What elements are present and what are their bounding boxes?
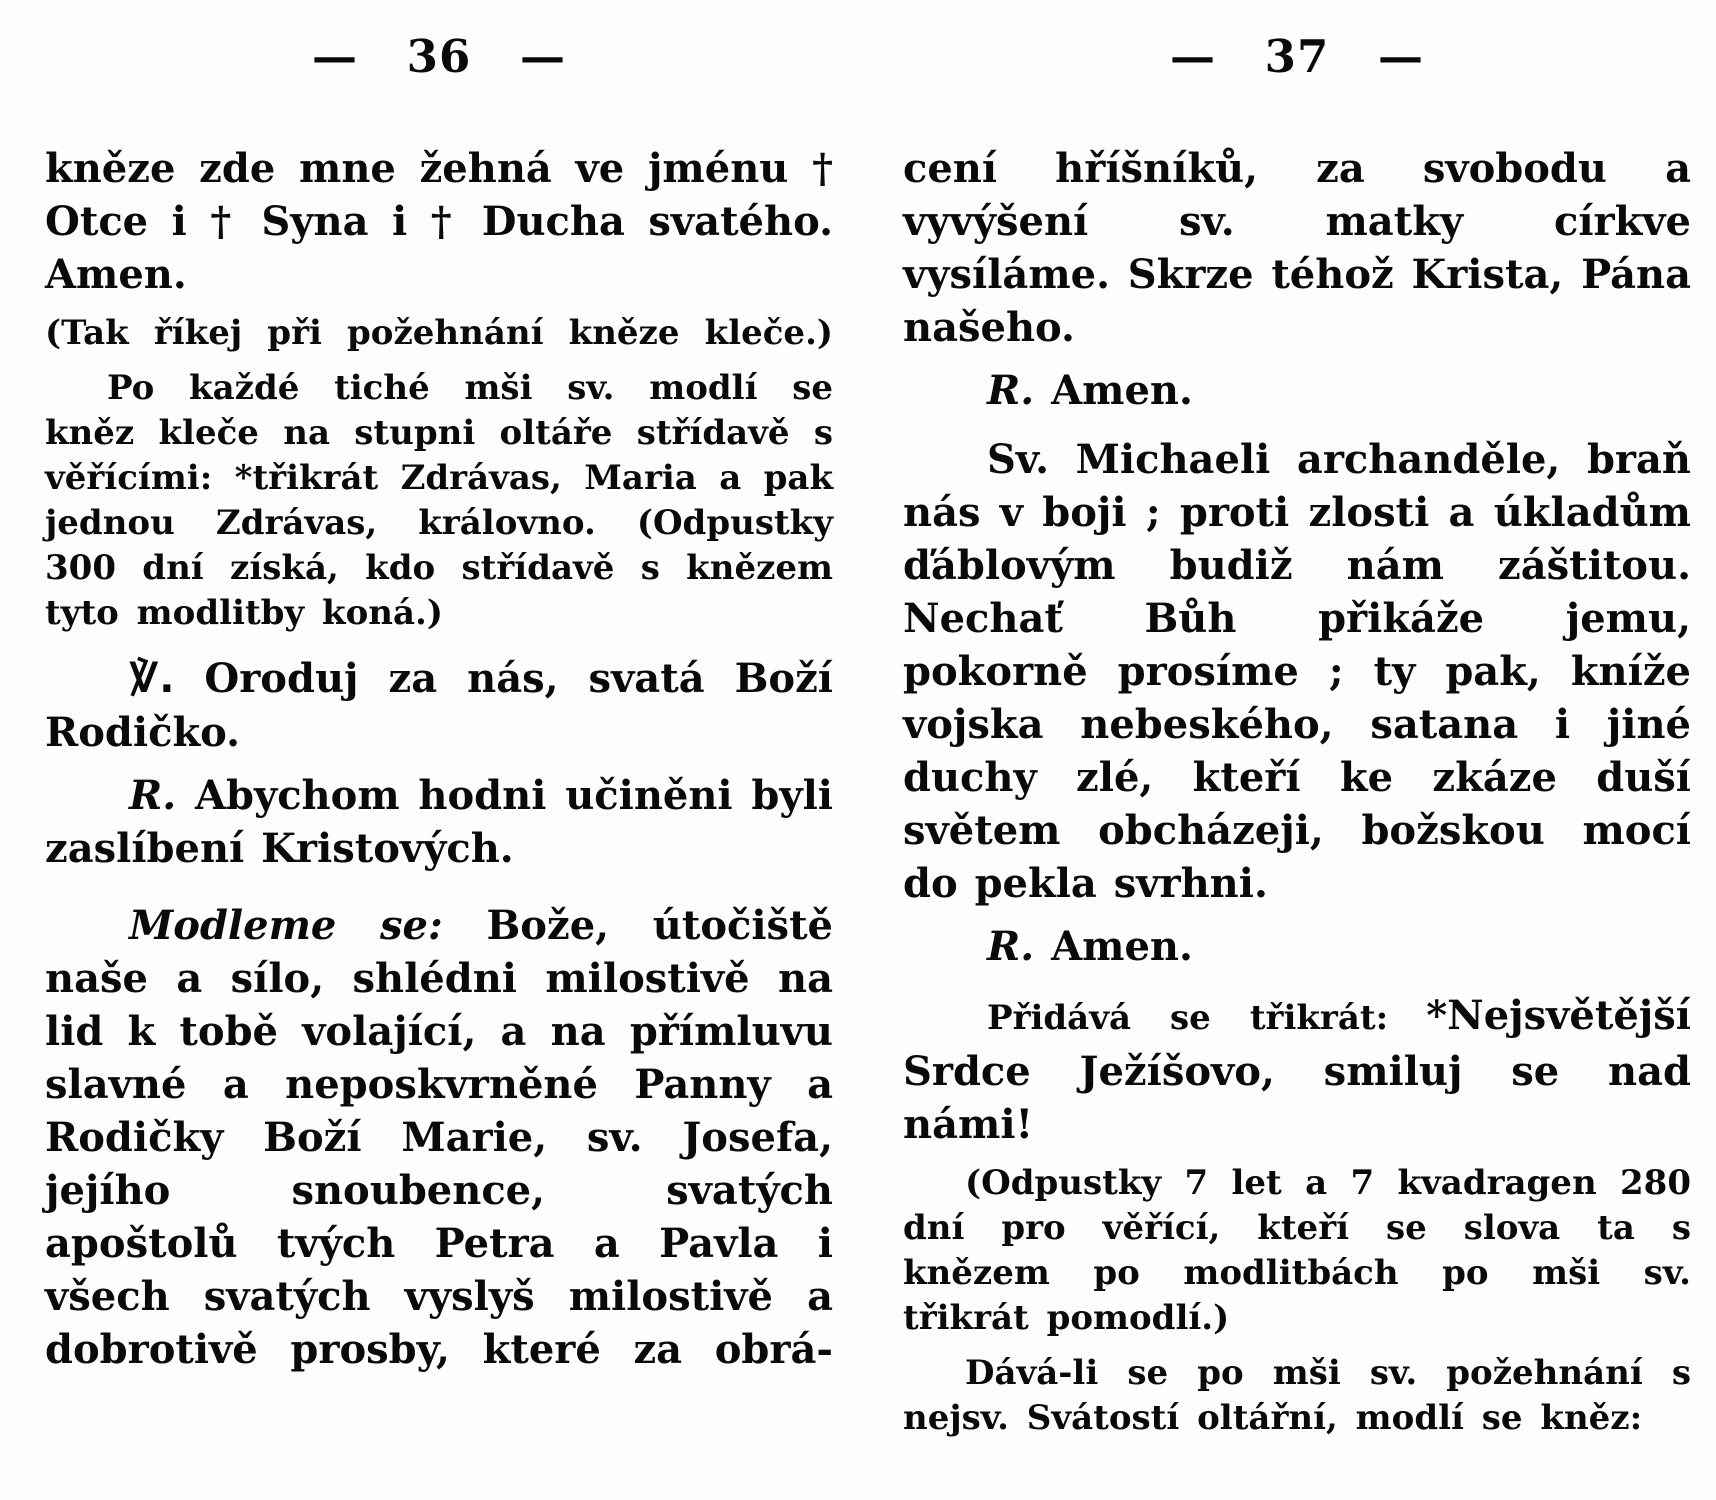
page-37-number: — 37 —: [1170, 30, 1424, 83]
rubric-text: Dává-li se po mši sv. požehnání s nejsv. Svátostí oltářní, modlí se kněz:: [903, 1353, 1691, 1438]
rubric-paragraph: [903, 1351, 1691, 1441]
response-line: [903, 364, 1691, 417]
prayer-text: kněze zde mne žehná ve jménu † Otce i † Syna i † Ducha svatého. Amen.: [45, 145, 833, 298]
rubric-text: (Tak říkej při požehnání kněze kleče.): [45, 313, 833, 353]
rubric-text: Po každé tiché mši sv. modlí se kněz kleče na stupni oltáře střídavě s věřícími: *třikrát Zdrávas, Maria a pak jednou Zdrávas, královno. (Odpustky 300 dní získá, kdo střídavě s knězem tyto modlitby koná.): [45, 368, 833, 633]
response-text: Amen.: [1051, 367, 1193, 414]
rubric-lead: Přidává se třikrát:: [987, 998, 1389, 1038]
versicle-line: [45, 652, 833, 759]
page-37: [903, 0, 1691, 1441]
prayer-text: Bože, útočiště naše a sílo, shlédni milostivě na lid k tobě volající, a na přímluvu slavné a neposkvrněné Panny a Rodičky Boží Marie, sv. Josefa, jejího snoubence, svatých apoštolů tvých Petra a Pavla i všech svatých vyslyš milostivě a dobrotivě prosby, které za obrá-: [45, 902, 833, 1373]
versicle-text: Oroduj za nás, svatá Boží Rodičko.: [45, 655, 834, 756]
rubric-text: (Odpustky 7 let a 7 kvadragen 280 dní pro věřící, kteří se slova ta s knězem po modlitbách po mši sv. třikrát pomodlí.): [903, 1163, 1691, 1338]
response-symbol: R.: [129, 772, 177, 819]
rubric-paragraph: [903, 1161, 1691, 1341]
page-36: [45, 0, 833, 1376]
response-symbol: R.: [987, 367, 1035, 414]
response-line: [903, 920, 1691, 973]
prayer-text: cení hříšníků, za svobodu a vyvýšení sv. matky církve vysíláme. Skrze téhož Krista, Pána našeho.: [903, 145, 1691, 351]
response-text: Amen.: [1051, 923, 1193, 970]
versicle-symbol: ℣.: [129, 656, 175, 702]
invocation-paragraph: [903, 989, 1691, 1151]
response-line: [45, 769, 833, 875]
rubric-paragraph: [45, 366, 833, 636]
prayer-text: Sv. Michaeli archanděle, braň nás v boji ; proti zlosti a úkladům ďáblovým budiž nám záštitou. Nechať Bůh přikáže jemu, pokorně prosíme ; ty pak, kníže vojska nebeského, satana i jiné duchy zlé, kteří ke zkáze duší světem obcházeji, božskou mocí do pekla svrhni.: [903, 436, 1691, 907]
oremus-lead: Modleme se:: [129, 902, 443, 949]
response-text: Abychom hodni učiněni byli zaslíbení Kristových.: [45, 772, 833, 872]
invocation-text: *Nejsvětější Srdce Ježíšovo, smiluj se nad námi!: [903, 992, 1691, 1148]
paragraph-continuation: [45, 142, 833, 301]
rubric-instruction: [45, 311, 833, 356]
response-symbol: R.: [987, 923, 1035, 970]
page-36-number: — 36 —: [312, 30, 566, 83]
oremus-paragraph: [45, 899, 833, 1376]
st-michael-prayer: [903, 433, 1691, 910]
paragraph-continuation: [903, 142, 1691, 354]
